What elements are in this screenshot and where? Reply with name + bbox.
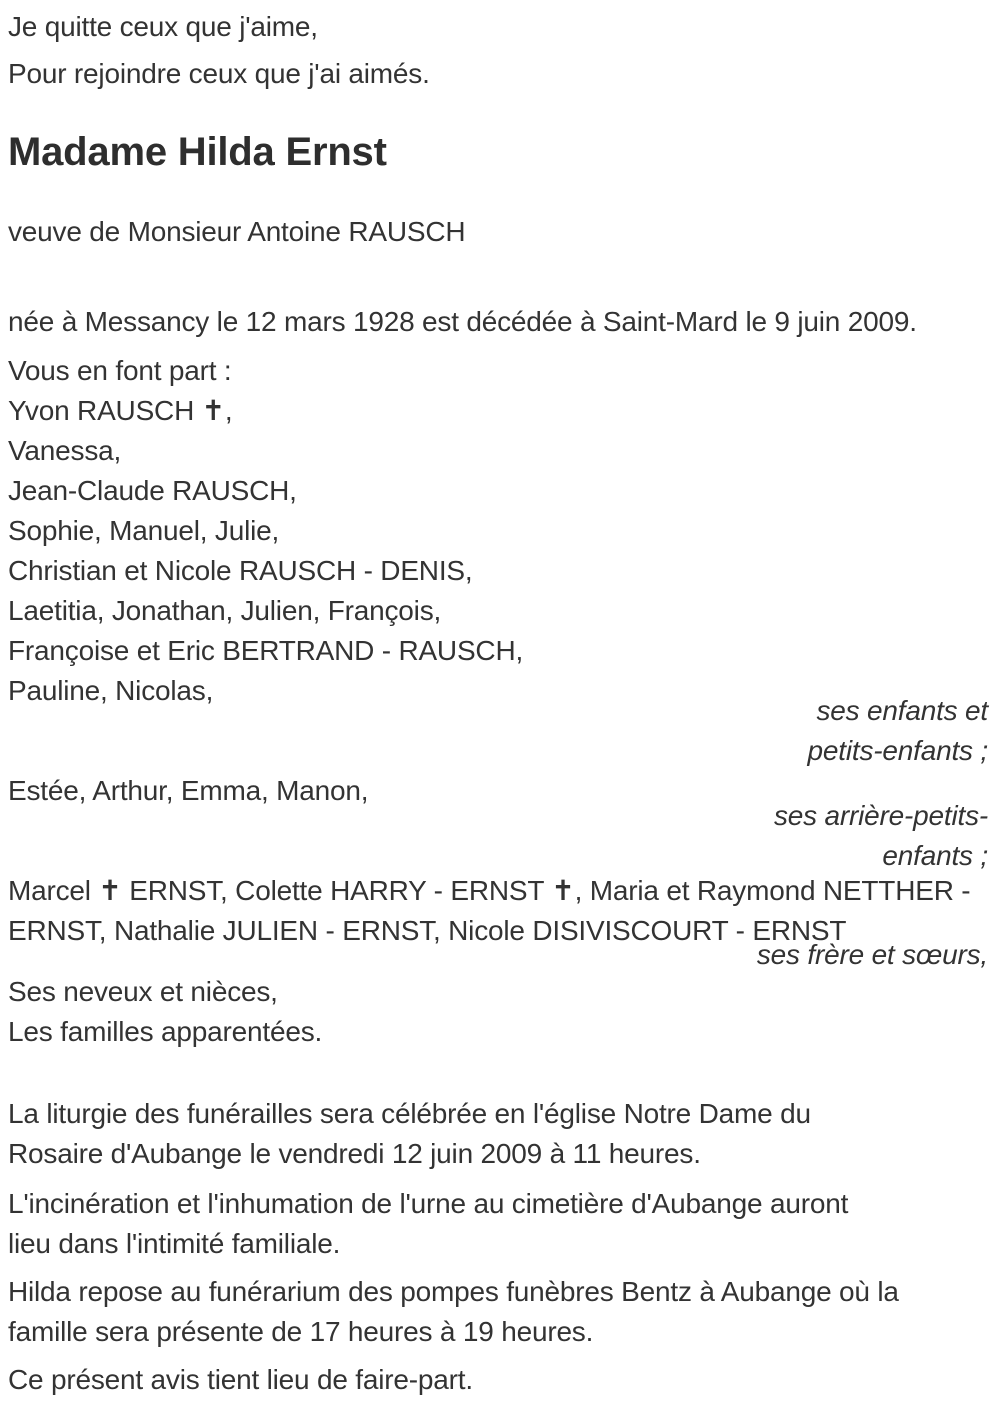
relation-label-line: ses arrière-petits- bbox=[773, 800, 988, 831]
birth-death-line: née à Messancy le 12 mars 1928 est décédée à Saint-Mard le 9 juin 2009. bbox=[8, 306, 917, 337]
visitation-line: famille sera présente de 17 heures à 19 heures. bbox=[8, 1316, 594, 1347]
family-member-line: Jean-Claude RAUSCH, bbox=[8, 475, 297, 506]
visitation-paragraph bbox=[8, 1272, 988, 1352]
nephews-nieces-line: Ses neveux et nièces, bbox=[8, 976, 278, 1007]
family-member-line: Vanessa, bbox=[8, 435, 122, 466]
family-member-line: Christian et Nicole RAUSCH - DENIS, bbox=[8, 555, 473, 586]
visitation-line: Hilda repose au funérarium des pompes funèbres Bentz à Aubange où la bbox=[8, 1276, 899, 1307]
family-member-line: Yvon RAUSCH ✝, bbox=[8, 395, 233, 426]
relation-label-line: ses enfants et bbox=[816, 695, 988, 726]
epigraph-line-1: Je quitte ceux que j'aime, bbox=[8, 11, 318, 42]
deceased-name-title: Madame Hilda Ernst bbox=[8, 130, 387, 174]
great-grandchildren-line: Estée, Arthur, Emma, Manon, bbox=[8, 775, 369, 806]
notice-line: Ce présent avis tient lieu de faire-part. bbox=[8, 1364, 473, 1395]
relation-label-siblings: ses frère et sœurs, bbox=[756, 939, 988, 970]
family-member-line: Sophie, Manuel, Julie, bbox=[8, 515, 280, 546]
siblings-line: ERNST, Nathalie JULIEN - ERNST, Nicole DISIVISCOURT - ERNST bbox=[8, 915, 847, 946]
siblings-line: Marcel ✝ ERNST, Colette HARRY - ERNST ✝, Maria et Raymond NETTHER - bbox=[8, 875, 971, 906]
family-member-line: Laetitia, Jonathan, Julien, François, bbox=[8, 595, 442, 626]
family-announcement-block bbox=[8, 351, 988, 711]
family-member-line: Françoise et Eric BERTRAND - RAUSCH, bbox=[8, 635, 524, 666]
liturgy-paragraph bbox=[8, 1094, 988, 1174]
cremation-paragraph bbox=[8, 1184, 988, 1264]
family-member-line: Pauline, Nicolas, bbox=[8, 675, 214, 706]
announcement-intro: Vous en font part : bbox=[8, 355, 232, 386]
epigraph-line-2: Pour rejoindre ceux que j'ai aimés. bbox=[8, 58, 430, 89]
relation-label-line: enfants ; bbox=[882, 840, 988, 871]
liturgy-line: La liturgie des funérailles sera célébrée en l'église Notre Dame du bbox=[8, 1098, 811, 1129]
cremation-line: L'incinération et l'inhumation de l'urne au cimetière d'Aubange auront bbox=[8, 1188, 849, 1219]
related-families-line: Les familles apparentées. bbox=[8, 1016, 323, 1047]
widow-of-line: veuve de Monsieur Antoine RAUSCH bbox=[8, 216, 466, 247]
liturgy-line: Rosaire d'Aubange le vendredi 12 juin 2009 à 11 heures. bbox=[8, 1138, 701, 1169]
relation-label-line: petits-enfants ; bbox=[807, 735, 988, 766]
other-relatives-block bbox=[8, 972, 988, 1052]
cremation-line: lieu dans l'intimité familiale. bbox=[8, 1228, 341, 1259]
